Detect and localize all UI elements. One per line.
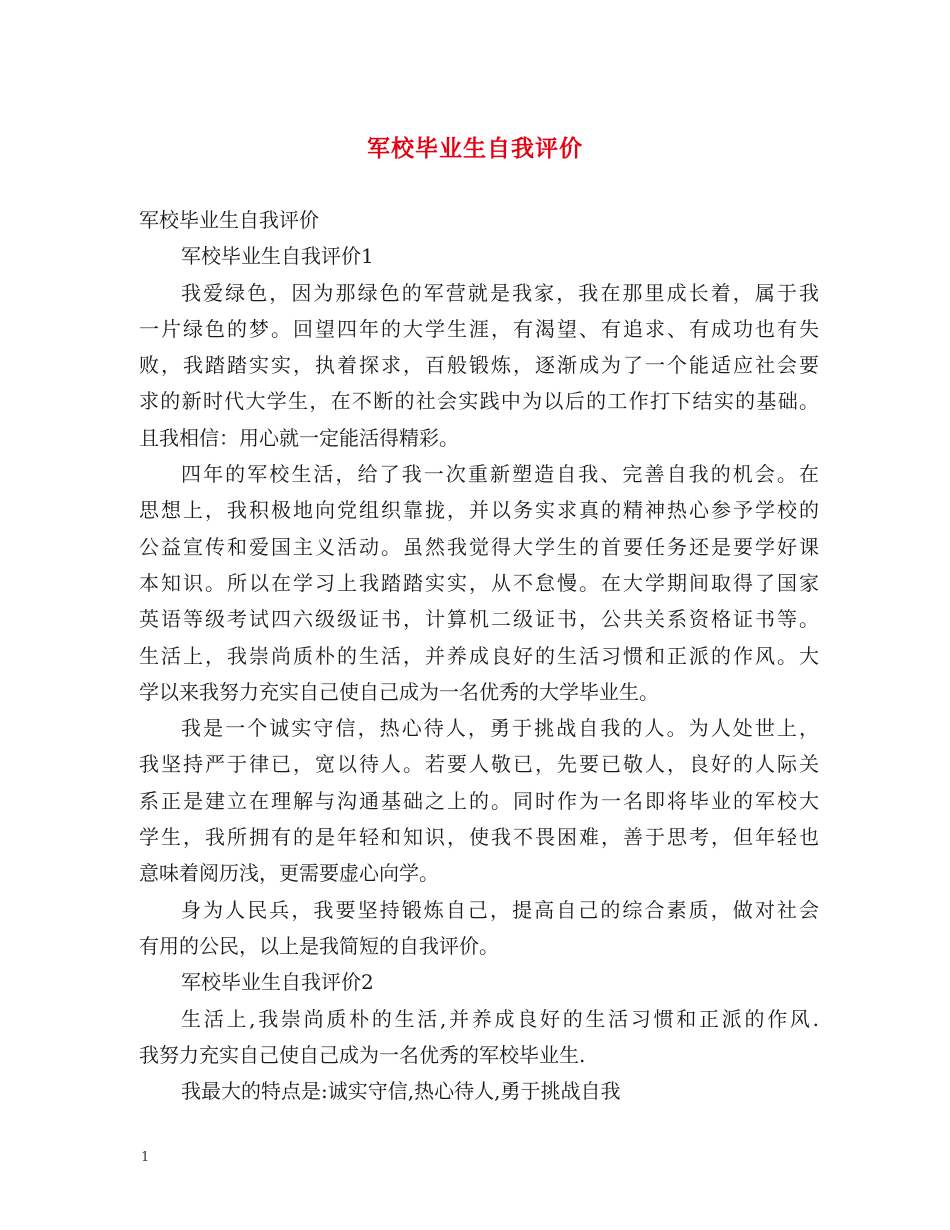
page-number: 1 (141, 1150, 150, 1165)
paragraph-line: 意味着阅历浅，更需要虚心向学。 (139, 861, 439, 886)
paragraph-line: 求的新时代大学生，在不断的社会实践中为以后的工作打下结实的基础。 (139, 389, 819, 414)
paragraph-line: 英语等级考试四六级级证书，计算机二级证书，公共关系资格证书等。 (139, 607, 819, 632)
paragraph-line: 本知识。所以在学习上我踏踏实实，从不怠慢。在大学期间取得了国家 (139, 570, 819, 595)
paragraph-line: 我爱绿色，因为那绿色的军营就是我家，我在那里成长着，属于我 (181, 280, 819, 305)
paragraph-line: 有用的公民，以上是我简短的自我评价。 (139, 933, 499, 958)
paragraph-line: 生活上，我崇尚质朴的生活，并养成良好的生活习惯和正派的作风。大 (139, 643, 819, 668)
sections-container (139, 238, 819, 1109)
paragraph-line: 我努力充实自己使自己成为一名优秀的军校毕业生. (139, 1042, 586, 1067)
document-title: 军校毕业生自我评价 (367, 135, 583, 162)
paragraph-line: 系正是建立在理解与沟通基础之上的。同时作为一名即将毕业的军校大 (139, 788, 819, 813)
paragraph-line: 生活上,我崇尚质朴的生活,并养成良好的生活习惯和正派的作风. (181, 1006, 819, 1031)
paragraph-line: 学生，我所拥有的是年轻和知识，使我不畏困难，善于思考，但年轻也 (139, 825, 819, 850)
paragraph-line: 思想上，我积极地向党组织靠拢，并以务实求真的精神热心参予学校的 (139, 498, 819, 523)
paragraph-line: 身为人民兵，我要坚持锻炼自己，提高自己的综合素质，做对社会 (181, 897, 819, 922)
paragraph-line: 且我相信：用心就一定能活得精彩。 (139, 425, 459, 450)
document-subtitle: 军校毕业生自我评价 (139, 208, 319, 232)
paragraph-line: 学以来我努力充实自己使自己成为一名优秀的大学毕业生。 (139, 679, 659, 704)
paragraph-line: 我是一个诚实守信，热心待人，勇于挑战自我的人。为人处世上， (181, 716, 819, 741)
paragraph-line: 一片绿色的梦。回望四年的大学生涯，有渴望、有追求、有成功也有失 (139, 316, 819, 341)
paragraph-line: 我坚持严于律已，宽以待人。若要人敬已，先要已敬人，良好的人际关 (139, 752, 819, 777)
paragraph-line: 公益宣传和爱国主义活动。虽然我觉得大学生的首要任务还是要学好课 (139, 534, 819, 559)
paragraph-line: 四年的军校生活，给了我一次重新塑造自我、完善自我的机会。在 (181, 462, 819, 487)
document-body (139, 202, 819, 1109)
section-heading: 军校毕业生自我评价1 (181, 244, 374, 269)
section-heading: 军校毕业生自我评价2 (181, 970, 374, 995)
paragraph-line: 败，我踏踏实实，执着探求，百般锻炼，逐渐成为了一个能适应社会要 (139, 353, 819, 378)
paragraph-line: 我最大的特点是:诚实守信,热心待人,勇于挑战自我 (181, 1079, 621, 1104)
